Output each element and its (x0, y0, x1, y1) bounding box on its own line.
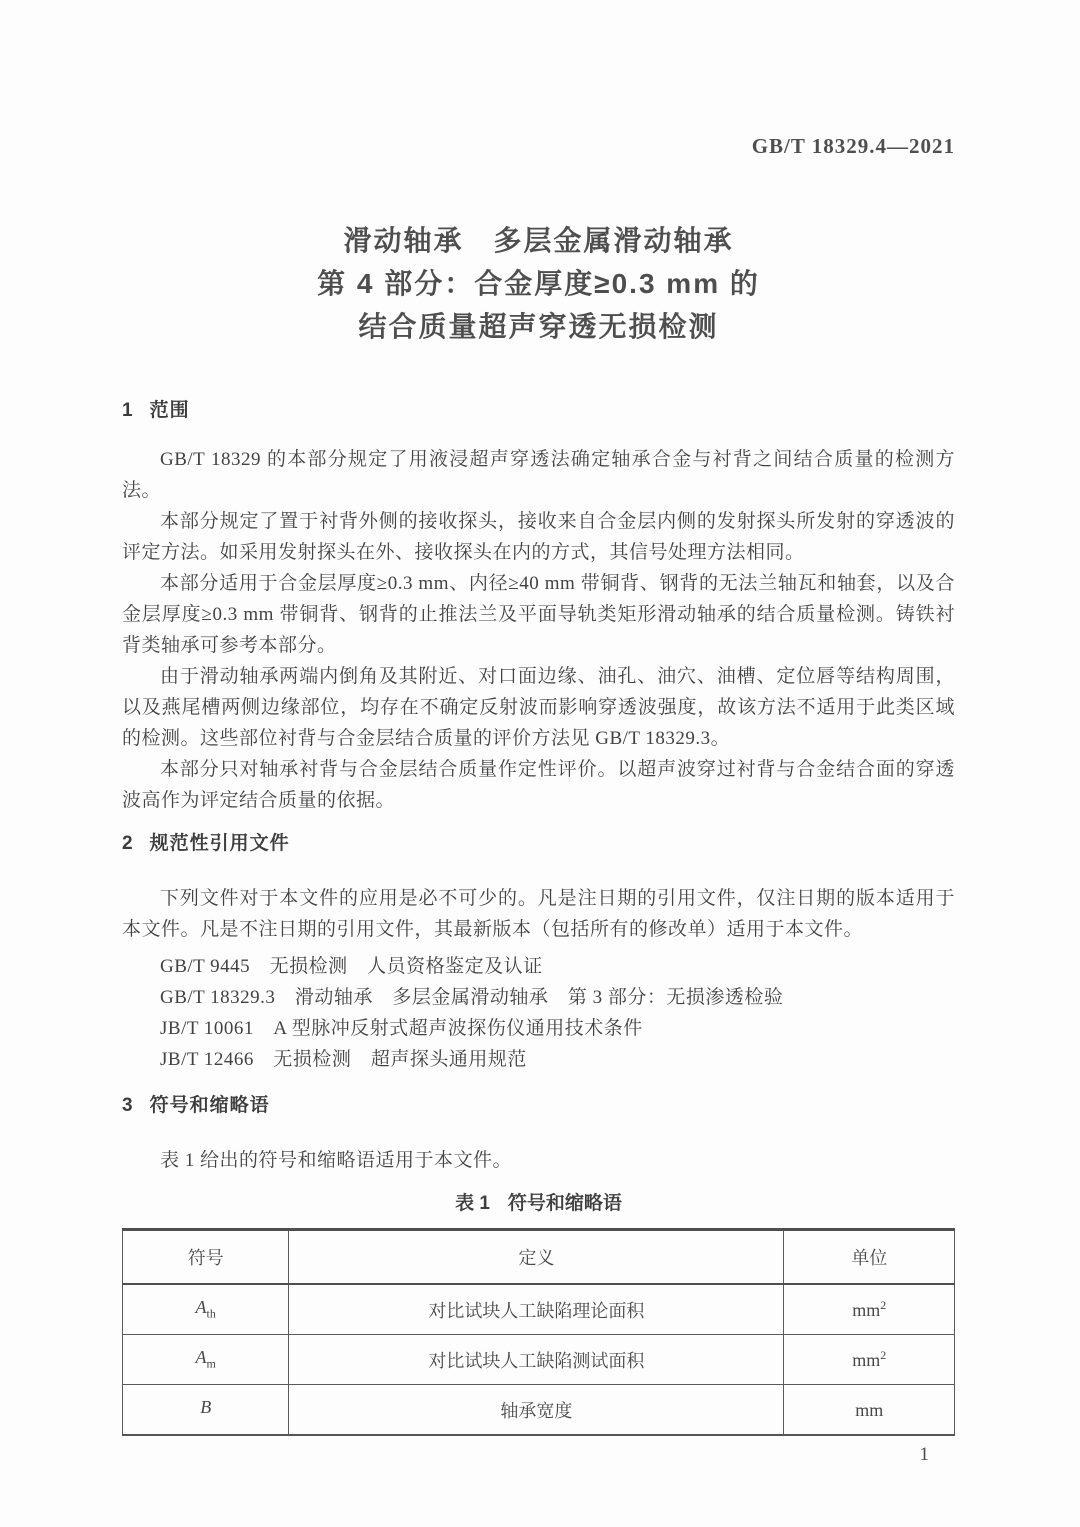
unit-superscript: 2 (880, 1348, 887, 1362)
symbols-table (122, 1228, 955, 1436)
cell-definition: 对比试块人工缺陷测试面积 (289, 1335, 784, 1385)
table-caption (122, 1191, 955, 1217)
symbol-subscript: m (206, 1356, 216, 1371)
unit-base: mm (855, 1400, 884, 1420)
title-line-1: 滑动轴承 多层金属滑动轴承 (343, 225, 734, 256)
paragraph: GB/T 18329 的本部分规定了用液浸超声穿透法确定轴承合金与衬背之间结合质量的检测方法。 (122, 449, 955, 501)
table-row (123, 1335, 955, 1385)
symbol-subscript: th (206, 1306, 216, 1321)
column-header-unit: 单位 (784, 1230, 955, 1285)
document-title (122, 219, 955, 348)
section-number: 1 (122, 400, 134, 421)
cell-definition: 轴承宽度 (289, 1385, 784, 1436)
section-heading-symbols (122, 1093, 955, 1119)
cell-unit (784, 1284, 955, 1335)
section-number: 3 (122, 1095, 134, 1116)
paragraph: 由于滑动轴承两端内倒角及其附近、对口面边缘、油孔、油穴、油槽、定位唇等结构周围，以及燕尾槽两侧边缘部位，均存在不确定反射波而影响穿透波强度，故该方法不适用于此类区域的检测。这些部位衬背与合金层结合质量的评价方法见 GB/T 18329.3。 (122, 666, 955, 749)
section-title: 符号和缩略语 (149, 1095, 270, 1116)
cell-symbol (123, 1335, 289, 1385)
page-number: 1 (919, 1444, 929, 1465)
symbol-base: B (200, 1397, 212, 1418)
cell-unit (784, 1385, 955, 1436)
symbol-base: A (195, 1297, 207, 1318)
references-intro: 下列文件对于本文件的应用是必不可少的。凡是注日期的引用文件，仅注日期的版本适用于本文件。凡是不注日期的引用文件，其最新版本（包括所有的修改单）适用于本文件。 (122, 888, 955, 940)
cell-unit (784, 1335, 955, 1385)
reference-item: GB/T 9445 无损检测 人员资格鉴定及认证 (160, 956, 543, 977)
column-header-definition: 定义 (289, 1230, 784, 1285)
reference-item: JB/T 10061 A 型脉冲反射式超声波探伤仪通用技术条件 (160, 1018, 643, 1039)
reference-item: GB/T 18329.3 滑动轴承 多层金属滑动轴承 第 3 部分：无损渗透检验 (160, 987, 784, 1008)
section-title: 规范性引用文件 (149, 833, 290, 854)
standard-number: GB/T 18329.4—2021 (751, 134, 955, 158)
table-row (123, 1284, 955, 1335)
table-header-row (123, 1230, 955, 1285)
unit-superscript: 2 (880, 1298, 887, 1312)
table-caption-label: 表 1 (455, 1193, 490, 1214)
title-line-2: 第 4 部分：合金厚度≥0.3 mm 的 (317, 268, 760, 299)
table-caption-title: 符号和缩略语 (507, 1193, 622, 1214)
symbol-base: A (195, 1347, 207, 1368)
column-header-symbol: 符号 (123, 1230, 289, 1285)
symbols-intro: 表 1 给出的符号和缩略语适用于本文件。 (160, 1150, 513, 1171)
section-heading-references (122, 831, 955, 857)
scope-paragraphs (122, 444, 955, 816)
reference-list (122, 951, 955, 1075)
cell-symbol (123, 1385, 289, 1436)
paragraph: 本部分规定了置于衬背外侧的接收探头，接收来自合金层内侧的发射探头所发射的穿透波的评定方法。如采用发射探头在外、接收探头在内的方式，其信号处理方法相同。 (122, 511, 955, 563)
section-heading-scope (122, 398, 955, 424)
reference-item: JB/T 12466 无损检测 超声探头通用规范 (160, 1049, 527, 1070)
paragraph: 本部分适用于合金层厚度≥0.3 mm、内径≥40 mm 带铜背、钢背的无法兰轴瓦和轴套，以及合金层厚度≥0.3 mm 带铜背、钢背的止推法兰及平面导轨类矩形滑动轴承的结合质量检测。铸铁衬背类轴承可参考本部分。 (122, 573, 955, 656)
section-number: 2 (122, 833, 134, 854)
unit-base: mm (852, 1300, 881, 1320)
cell-definition: 对比试块人工缺陷理论面积 (289, 1284, 784, 1335)
section-title: 范围 (149, 400, 190, 421)
unit-base: mm (852, 1350, 881, 1370)
table-row (123, 1385, 955, 1436)
paragraph: 本部分只对轴承衬背与合金层结合质量作定性评价。以超声波穿过衬背与合金结合面的穿透波高作为评定结合质量的依据。 (122, 759, 955, 811)
cell-symbol (123, 1284, 289, 1335)
title-line-3: 结合质量超声穿透无损检测 (358, 311, 719, 342)
